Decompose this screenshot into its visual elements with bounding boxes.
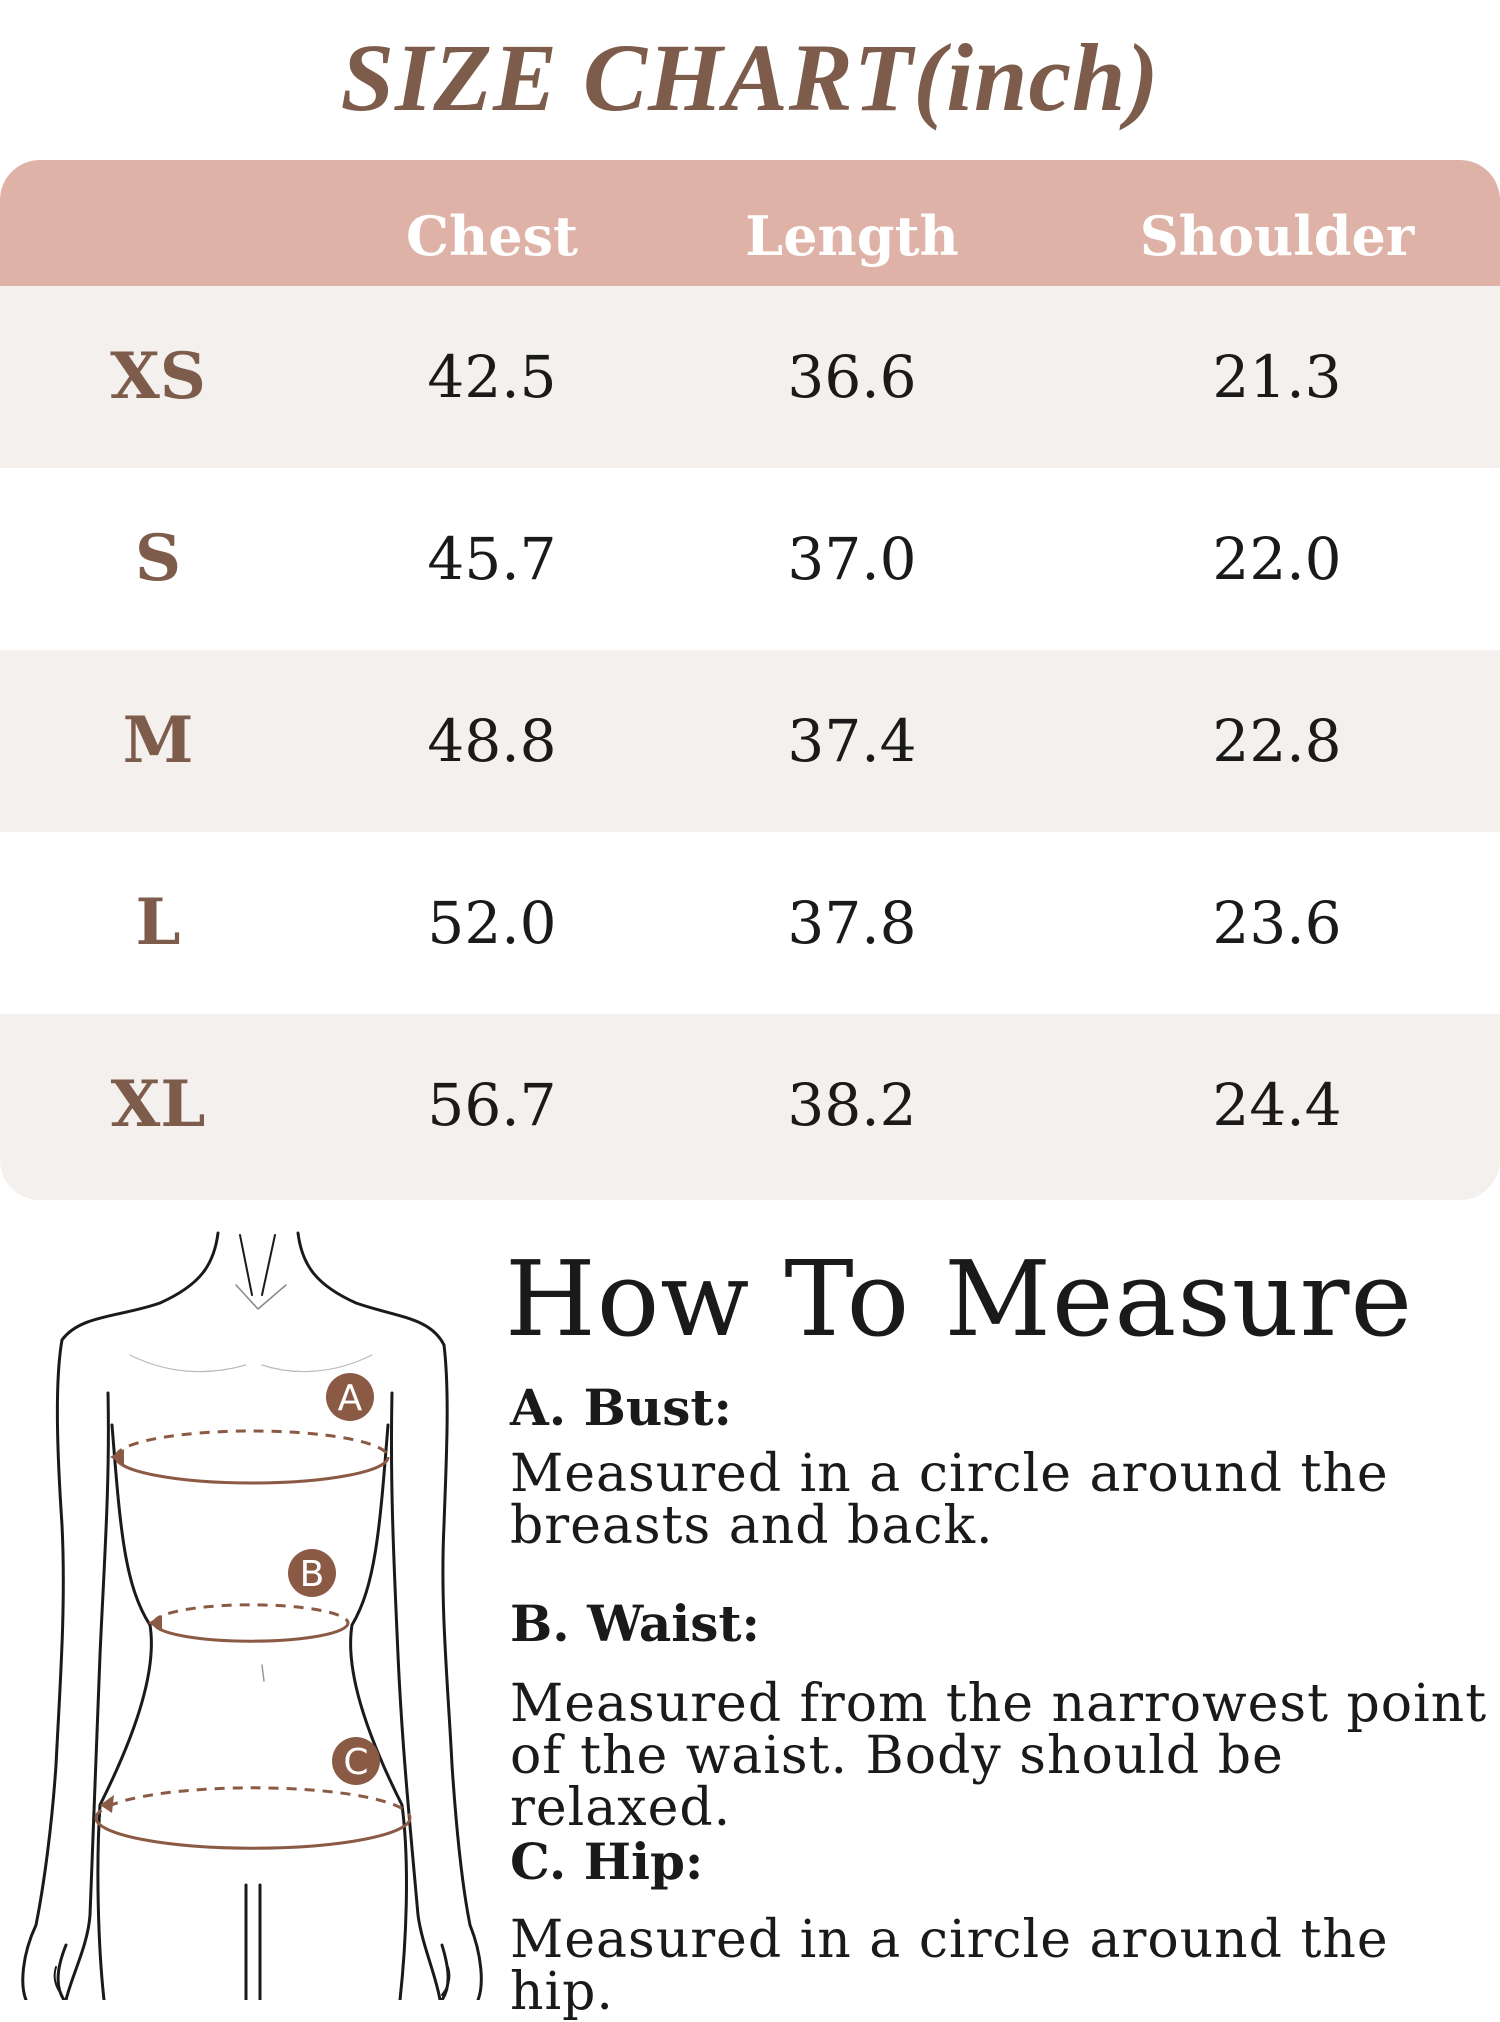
size-label: L — [135, 885, 181, 960]
hip-measure-line — [96, 1788, 410, 1848]
table-row — [0, 468, 1500, 650]
bust-label: A. Bust: — [510, 1378, 732, 1437]
chest-value: 42.5 — [427, 343, 557, 411]
size-label: S — [134, 521, 182, 596]
hip-description: Measured in a circle around the hip. — [510, 1910, 1389, 2022]
length-value: 37.4 — [787, 707, 917, 775]
chest-value: 45.7 — [427, 525, 557, 593]
waist-measure-line — [148, 1605, 348, 1641]
marker-c — [332, 1737, 380, 1785]
header-chest: Chest — [406, 204, 578, 268]
table-row — [0, 1014, 1500, 1200]
bust-measure-line — [110, 1431, 388, 1483]
body-outline-illustration — [0, 1225, 500, 2000]
waist-description: Measured from the narrowest point of the waist. Body should be relaxed. — [510, 1674, 1488, 1838]
marker-a-label: A — [337, 1378, 363, 1419]
length-value: 38.2 — [787, 1071, 917, 1139]
size-table — [0, 160, 1500, 1200]
size-label: XL — [110, 1067, 206, 1142]
table-row — [0, 650, 1500, 832]
chest-value: 52.0 — [427, 889, 557, 957]
header-size — [0, 160, 316, 286]
chest-value: 48.8 — [427, 707, 557, 775]
body-outline-icon — [0, 1225, 500, 2000]
page-title: SIZE CHART(inch) — [340, 24, 1160, 131]
shoulder-value: 22.8 — [1212, 707, 1342, 775]
shoulder-value: 24.4 — [1212, 1071, 1342, 1139]
how-to-measure-title: How To Measure — [505, 1238, 1414, 1360]
shoulder-value: 22.0 — [1212, 525, 1342, 593]
header-shoulder: Shoulder — [1139, 204, 1415, 268]
marker-a — [326, 1373, 374, 1421]
shoulder-value: 21.3 — [1212, 343, 1342, 411]
hip-label: C. Hip: — [510, 1832, 704, 1891]
marker-c-label: C — [343, 1742, 369, 1783]
marker-b — [288, 1549, 336, 1597]
header-length: Length — [745, 204, 959, 268]
table-row — [0, 832, 1500, 1014]
length-value: 37.8 — [787, 889, 917, 957]
table-header — [0, 160, 1500, 286]
bust-description: Measured in a circle around the breasts and back. — [510, 1444, 1389, 1556]
chest-value: 56.7 — [427, 1071, 557, 1139]
marker-b-label: B — [299, 1554, 325, 1595]
length-value: 36.6 — [787, 343, 917, 411]
waist-label: B. Waist: — [510, 1594, 760, 1653]
length-value: 37.0 — [787, 525, 917, 593]
shoulder-value: 23.6 — [1212, 889, 1342, 957]
size-label: XS — [110, 339, 206, 414]
table-row — [0, 286, 1500, 468]
size-label: M — [122, 703, 194, 778]
